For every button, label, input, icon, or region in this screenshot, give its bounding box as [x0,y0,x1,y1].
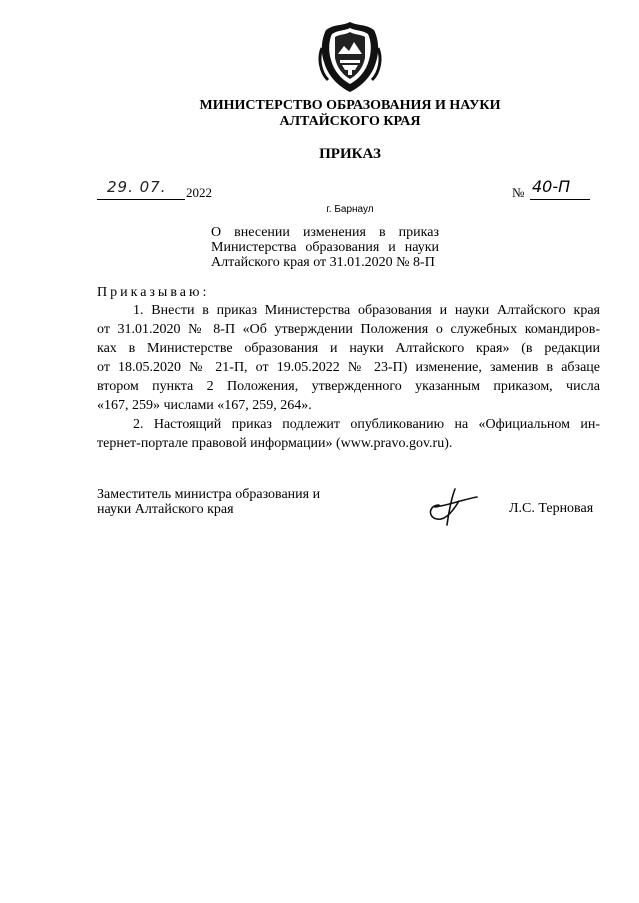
order-number [512,177,590,200]
order-heading: Приказываю: [97,285,210,300]
body-line: от 31.01.2020 № 8-П «Об утверждении Положения о служебных командиров- [97,322,600,337]
subject-line3: Алтайского края от 31.01.2020 № 8-П [211,255,435,270]
order-year: 2022 [186,185,212,200]
body-line: 1. Внести в приказ Министерства образования и науки Алтайского края [133,303,600,318]
body-line: «167, 259» числами «167, 259, 264». [97,398,312,413]
body-line: от 18.05.2020 № 21-П, от 19.05.2022 № 23-П) изменение, заменив в абзаце [97,360,600,375]
city-label: г. Барнаул [326,204,374,215]
ministry-name-line1: МИНИСТЕРСТВО ОБРАЗОВАНИЯ И НАУКИ [199,98,501,113]
body-line: тернет-портале правовой информации» (www.pravo.gov.ru). [97,436,453,451]
order-body [97,301,600,453]
document-title: ПРИКАЗ [319,146,381,162]
body-line: ках в Министерстве образования и науки Алтайского края» (в редакции [97,341,600,356]
body-line: 2. Настоящий приказ подлежит опубликованию на «Официальном ин- [133,417,600,432]
ministry-name [150,98,550,130]
subject-line2: Министерства образования и науки [211,240,439,255]
number-sign: № [512,185,525,200]
ministry-name-line2: АЛТАЙСКОГО КРАЯ [279,114,421,129]
coat-of-arms-icon [314,18,386,96]
signer-position-line2: науки Алтайского края [97,502,234,517]
order-date [97,178,215,200]
signer-name: Л.С. Терновая [509,501,594,516]
subject-line1: О внесении изменения в приказ [211,225,439,240]
signer-position-line1: Заместитель министра образования и [97,487,321,502]
body-line: втором пункта 2 Положения, утвержденного указанным приказом, числа [97,379,600,394]
number-underline [530,199,590,200]
handwritten-date: 29. 07. [107,178,167,196]
handwritten-number: 40-П [532,177,571,196]
order-subject [211,225,439,270]
date-underline [97,199,185,200]
signature-icon [425,485,480,527]
signer-position [97,487,367,517]
